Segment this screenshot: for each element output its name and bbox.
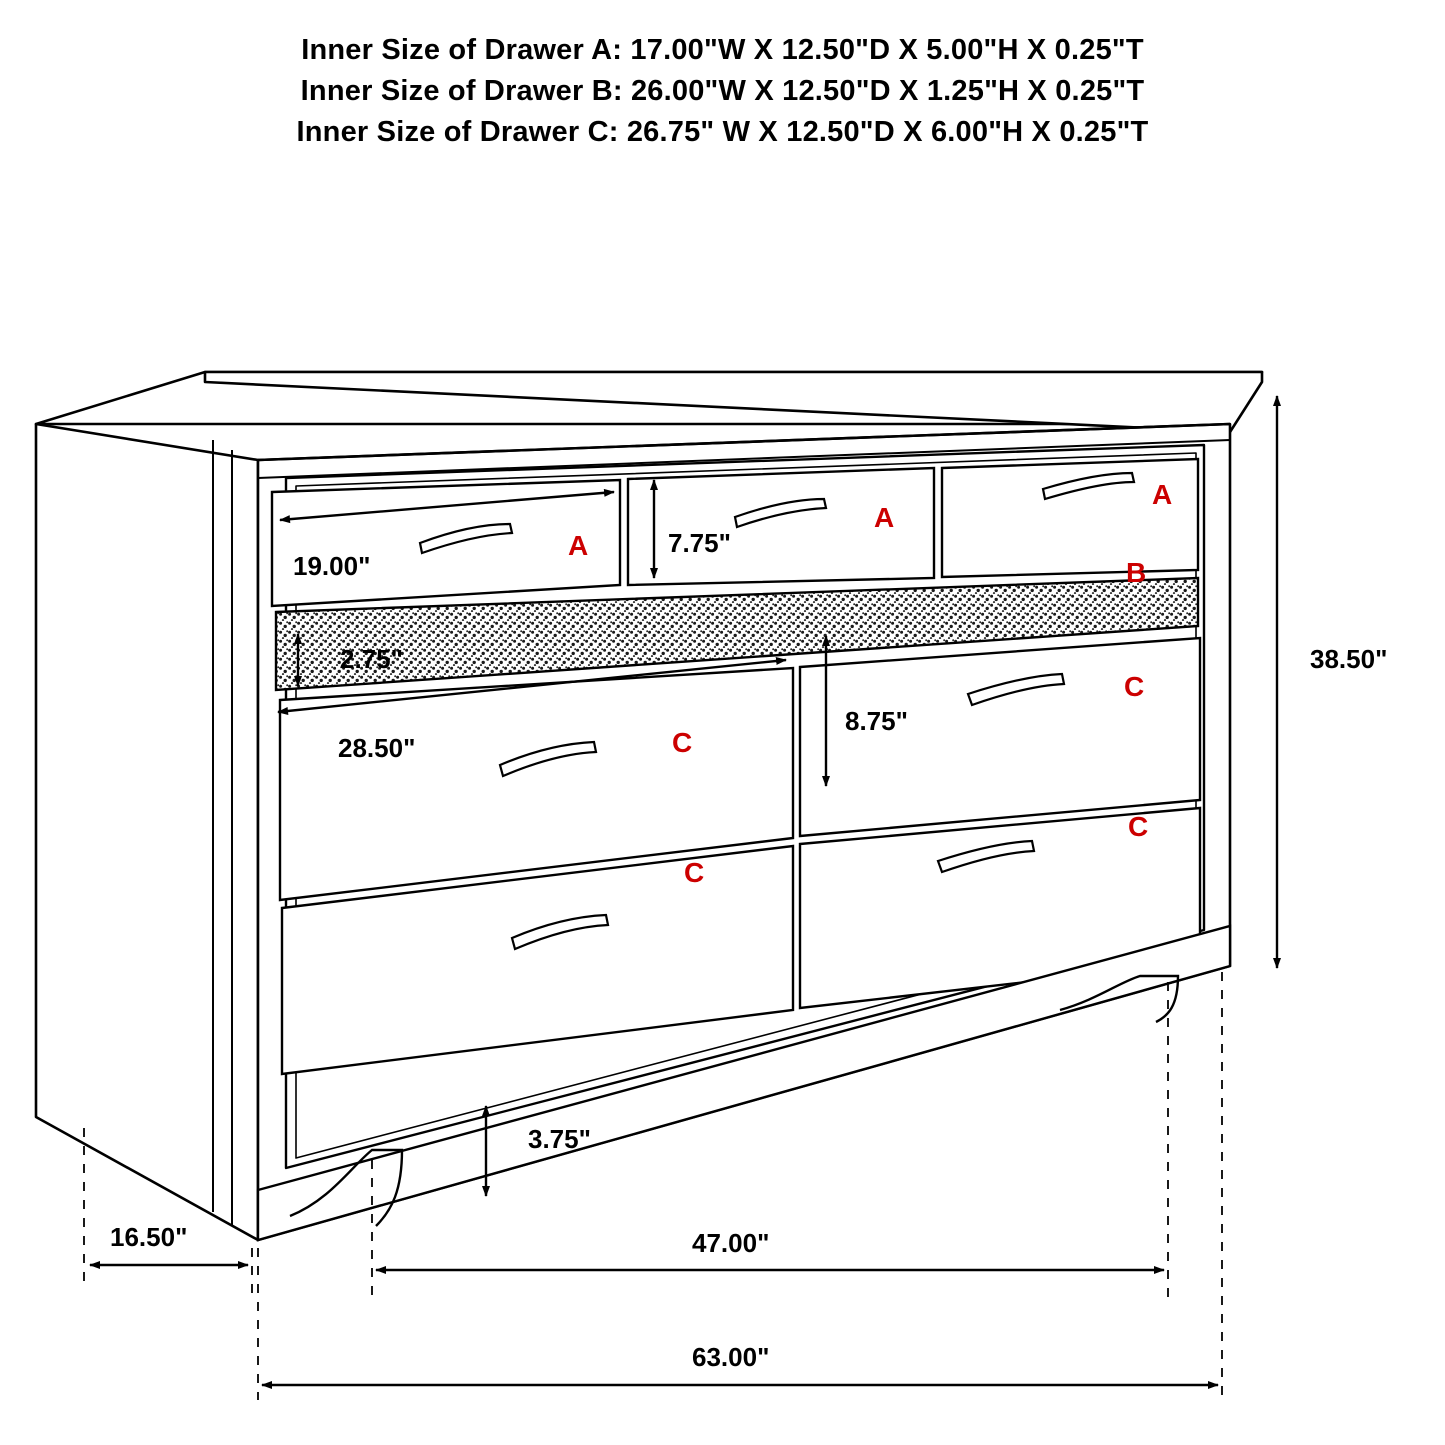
label-c-lower-right: C (1128, 811, 1149, 842)
dim-label-47-00: 47.00" (692, 1228, 770, 1258)
dim-label-38-50: 38.50" (1310, 644, 1388, 674)
dim-label-2-75: 2.75" (340, 644, 403, 674)
dim-label-3-75: 3.75" (528, 1124, 591, 1154)
dim-label-7-75: 7.75" (668, 528, 731, 558)
spec-line-drawer-c: Inner Size of Drawer C: 26.75" W X 12.50"D X 6.00"H X 0.25"T (296, 116, 1149, 149)
spec-line-drawer-a: Inner Size of Drawer A: 17.00"W X 12.50"D X 5.00"H X 0.25"T (301, 34, 1144, 66)
label-a-right: A (1152, 479, 1173, 510)
label-c-lower-left: C (684, 857, 705, 888)
dim-label-16-50: 16.50" (110, 1222, 188, 1252)
label-b-right: B (1126, 557, 1147, 588)
label-c-upper-left: C (672, 727, 693, 758)
dim-label-8-75: 8.75" (845, 706, 908, 736)
label-a-middle: A (874, 502, 895, 533)
dim-label-19-00: 19.00" (293, 551, 371, 581)
spec-line-drawer-b: Inner Size of Drawer B: 26.00"W X 12.50"D X 1.25"H X 0.25"T (300, 75, 1145, 108)
label-c-upper-right: C (1124, 671, 1145, 702)
dim-label-28-50: 28.50" (338, 733, 416, 763)
dim-label-63-00: 63.00" (692, 1342, 770, 1372)
label-a-left: A (568, 530, 589, 561)
inner-size-spec-block (0, 30, 1445, 154)
dim-overall-height (1277, 396, 1387, 968)
